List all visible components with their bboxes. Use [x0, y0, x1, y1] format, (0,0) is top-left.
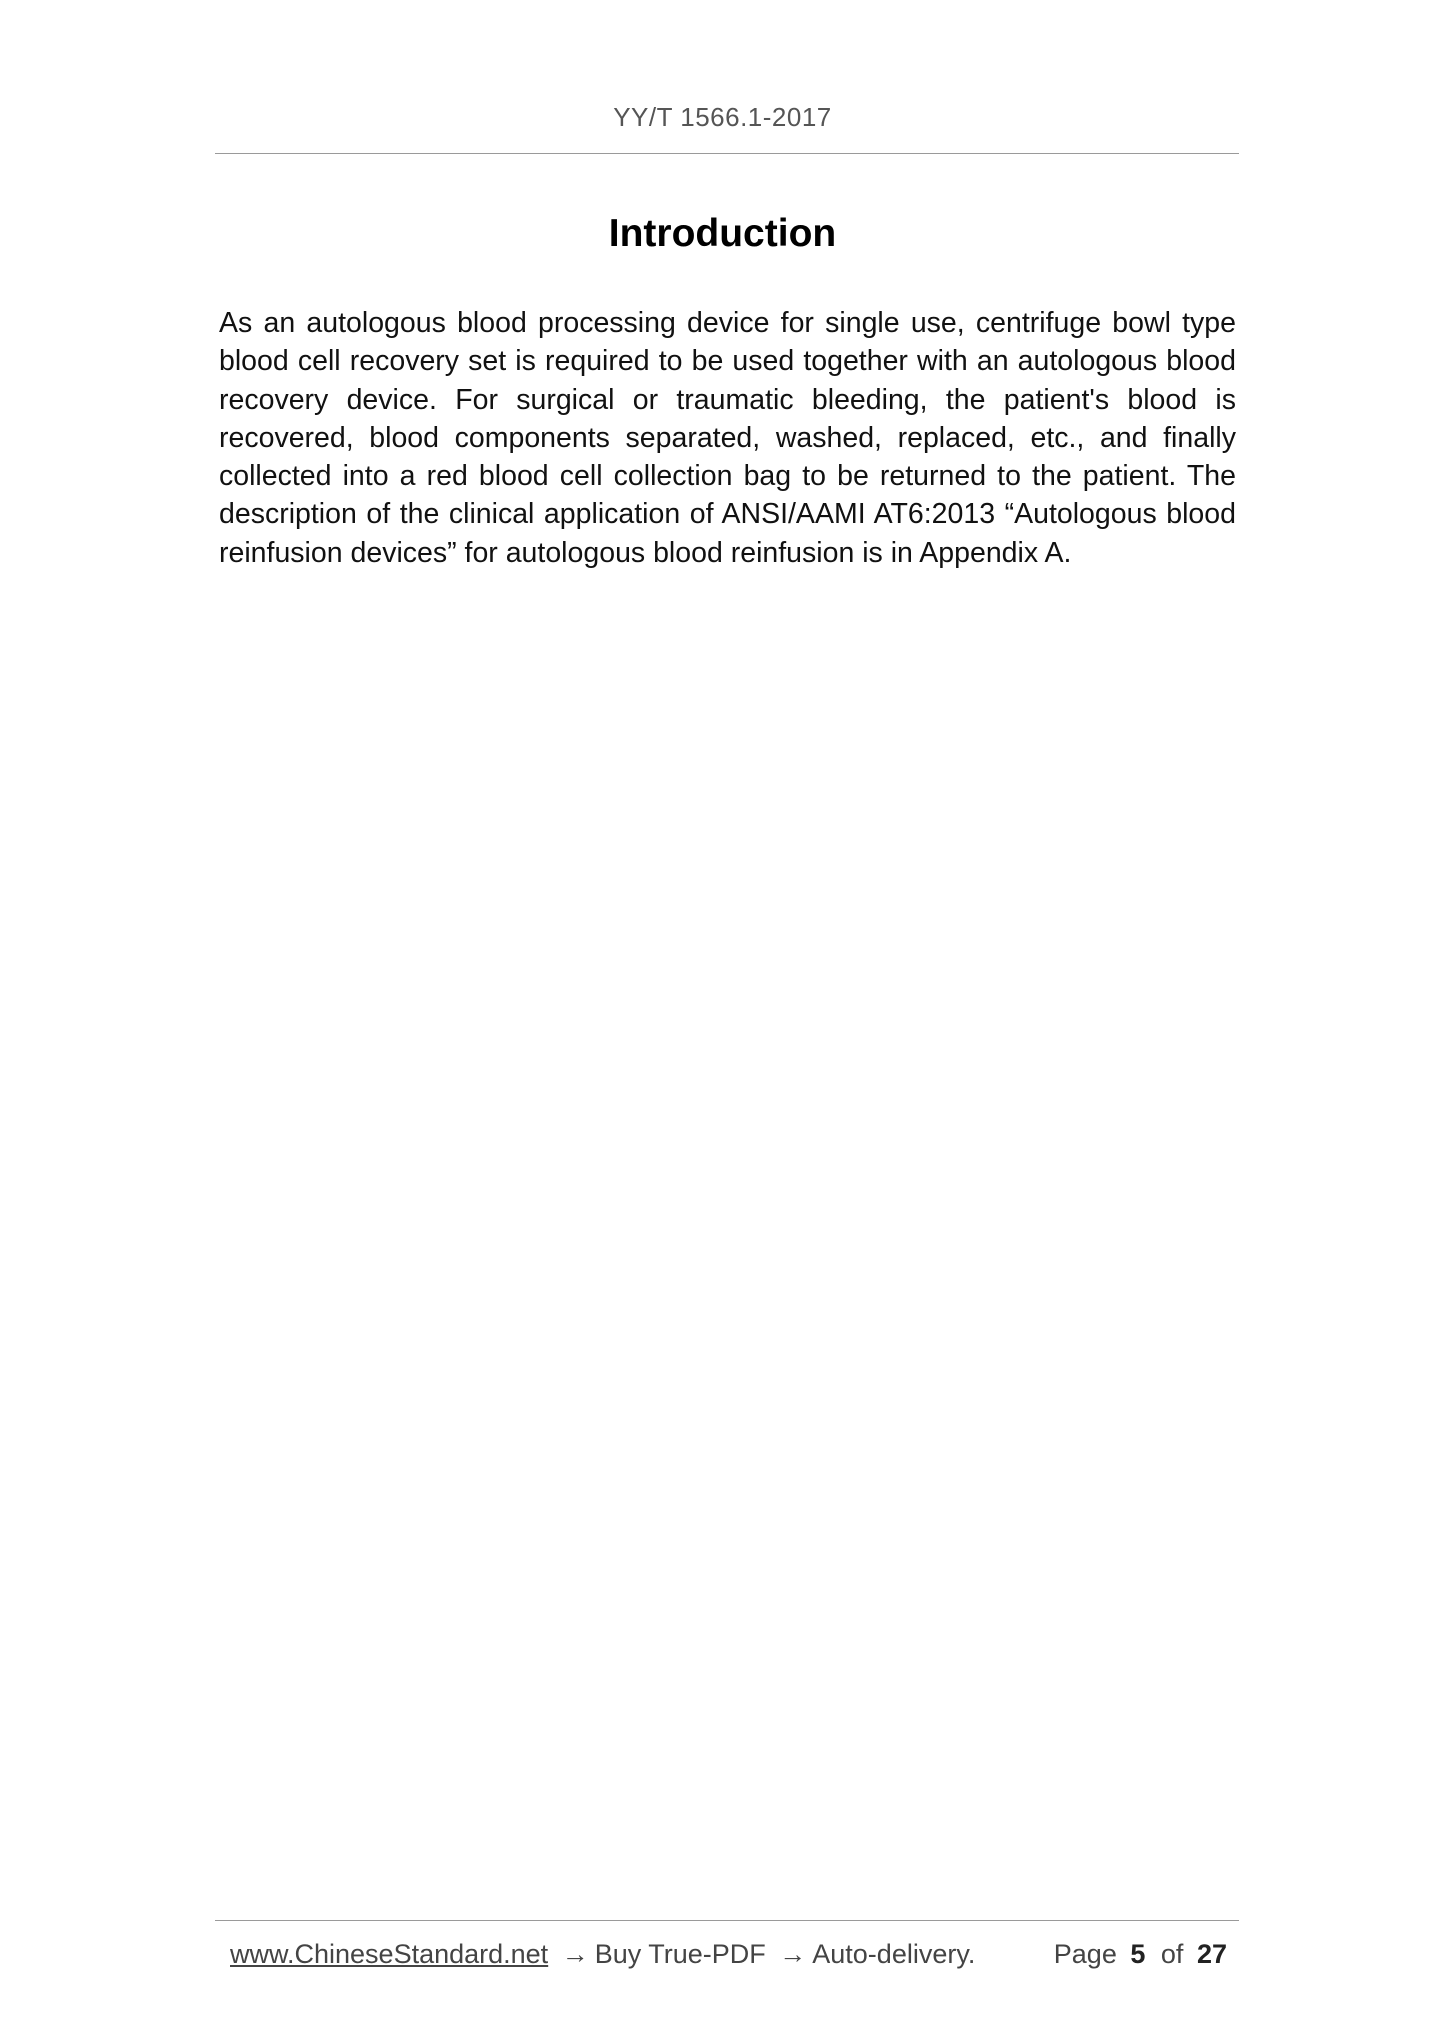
header-divider — [215, 153, 1239, 154]
footer-divider — [215, 1920, 1239, 1921]
section-title: Introduction — [608, 212, 837, 255]
standard-code-header: YY/T 1566.1-2017 — [613, 102, 832, 132]
site-link[interactable]: www.ChineseStandard.net — [230, 1939, 549, 1969]
arrow-right-icon: → — [779, 1939, 807, 1969]
buy-true-pdf-text: Buy True-PDF — [594, 1939, 766, 1969]
arrow-right-icon: → — [561, 1939, 589, 1969]
auto-delivery-text: Auto-delivery. — [812, 1939, 976, 1969]
page-label: Page — [1053, 1939, 1117, 1969]
page-current: 5 — [1130, 1939, 1146, 1969]
footer-promo — [230, 1939, 975, 1970]
of-label: of — [1160, 1939, 1184, 1969]
introduction-paragraph: As an autologous blood processing device for single use, centrifuge bowl type blood cell recovery set is required to be used together with an autologous blood recovery device. For surgical or traumatic bleeding, the patient's blood is recovered, blood components separated, washed, replaced, etc., and finally collected into a red blood cell collection bag to be returned to the patient. The description of the clinical application of ANSI/AAMI AT6:2013 “Autologous blood reinfusion devices” for autologous blood reinfusion is in Appendix A. — [219, 307, 1236, 569]
page-indicator — [1054, 1939, 1233, 1970]
page-total: 27 — [1196, 1939, 1227, 1969]
